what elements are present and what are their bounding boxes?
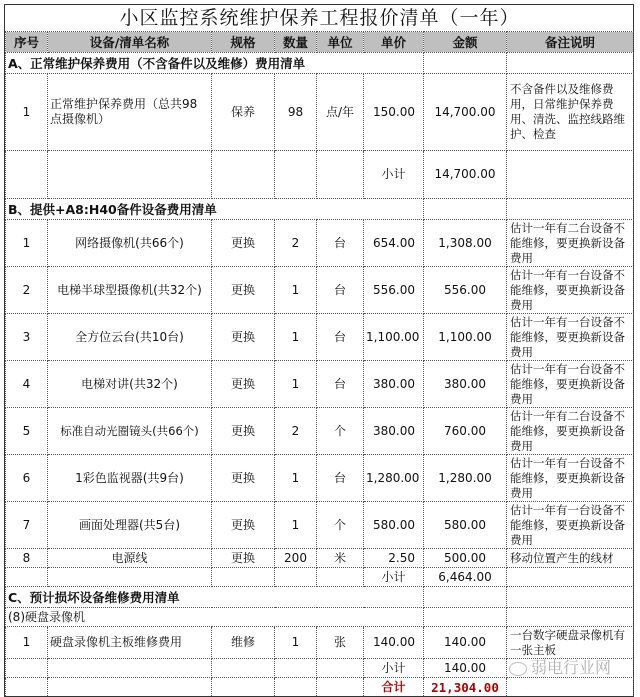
empty-cell[interactable]	[507, 151, 634, 199]
cell-price[interactable]: 140.00	[364, 627, 424, 659]
empty-cell[interactable]	[424, 608, 507, 627]
cell-amount[interactable]: 1,100.00	[424, 314, 507, 361]
empty-cell[interactable]	[275, 659, 317, 678]
cell-no[interactable]: 1	[6, 74, 48, 151]
col-header-note[interactable]: 备注说明	[507, 32, 634, 53]
empty-cell[interactable]	[6, 659, 48, 678]
cell-price[interactable]: 2.50	[364, 549, 424, 568]
cell-amount[interactable]: 760.00	[424, 408, 507, 455]
empty-cell[interactable]	[317, 678, 364, 697]
cell-spec[interactable]: 更换	[212, 361, 275, 408]
cell-name[interactable]: 正常维护保养费用（总共98点摄像机）	[48, 74, 212, 151]
empty-cell[interactable]	[48, 678, 212, 697]
table-row	[6, 361, 634, 408]
cell-no[interactable]: 1	[6, 220, 48, 267]
cell-amount[interactable]: 1,280.00	[424, 455, 507, 502]
quote-table	[5, 5, 634, 697]
empty-cell[interactable]	[507, 199, 634, 220]
total-value[interactable]: 21,304.00	[424, 678, 507, 697]
cell-note[interactable]: 估计一年有一台设备不能维修，要更换新设备费用	[507, 455, 634, 502]
cell-price[interactable]: 580.00	[364, 502, 424, 549]
cell-spec[interactable]: 更换	[212, 549, 275, 568]
subtotal-label[interactable]: 小计	[364, 659, 424, 678]
subtotal-value[interactable]: 6,464.00	[424, 568, 507, 587]
cell-note[interactable]: 估计一年有一台设备不能维修，要更换新设备费用	[507, 267, 634, 314]
table-row	[6, 314, 634, 361]
cell-spec[interactable]: 保养	[212, 74, 275, 151]
subtotal-value[interactable]: 140.00	[424, 659, 507, 678]
total-row	[6, 678, 634, 697]
empty-cell[interactable]	[212, 568, 275, 587]
cell-name[interactable]: 硬盘录像机主板维修费用	[48, 627, 212, 659]
quote-sheet	[4, 4, 634, 697]
total-label[interactable]: 合计	[364, 678, 424, 697]
cell-qty[interactable]: 2	[275, 408, 317, 455]
empty-cell[interactable]	[507, 568, 634, 587]
cell-note[interactable]: 估计一年有一台设备不能维修，要更换新设备费用	[507, 361, 634, 408]
table-row	[6, 502, 634, 549]
col-header-unit[interactable]: 单位	[317, 32, 364, 53]
empty-cell[interactable]	[507, 587, 634, 608]
cell-no[interactable]: 8	[6, 549, 48, 568]
cell-amount[interactable]: 580.00	[424, 502, 507, 549]
cell-unit[interactable]: 台	[317, 314, 364, 361]
cell-price[interactable]: 1,280.00	[364, 455, 424, 502]
cell-qty[interactable]: 1	[275, 627, 317, 659]
cell-note[interactable]: 估计一年有二台设备不能维修，要更换新设备费用	[507, 220, 634, 267]
cell-unit[interactable]: 点/年	[317, 74, 364, 151]
empty-cell[interactable]	[275, 678, 317, 697]
cell-note[interactable]: 估计一年有一台设备不能维修，要更换新设备费用	[507, 314, 634, 361]
header-row	[6, 32, 634, 53]
col-header-no[interactable]: 序号	[6, 32, 48, 53]
section-b-header	[6, 199, 634, 220]
cell-amount[interactable]: 556.00	[424, 267, 507, 314]
empty-cell[interactable]	[275, 151, 317, 199]
cell-price[interactable]: 1,100.00	[364, 314, 424, 361]
cell-price[interactable]: 654.00	[364, 220, 424, 267]
empty-cell[interactable]	[507, 53, 634, 74]
empty-cell[interactable]	[212, 151, 275, 199]
cell-amount[interactable]: 500.00	[424, 549, 507, 568]
cell-unit[interactable]: 台	[317, 220, 364, 267]
col-header-qty[interactable]: 数量	[275, 32, 317, 53]
cell-price[interactable]: 380.00	[364, 408, 424, 455]
cell-qty[interactable]: 200	[275, 549, 317, 568]
empty-cell[interactable]	[48, 659, 212, 678]
cell-name[interactable]: 电梯对讲(共32个)	[48, 361, 212, 408]
cell-unit[interactable]: 台	[317, 267, 364, 314]
section-a-header	[6, 53, 634, 74]
cell-amount[interactable]: 1,308.00	[424, 220, 507, 267]
cell-unit[interactable]: 个	[317, 408, 364, 455]
cell-note[interactable]: 估计一年有二台设备不能维修，要更换新设备费用	[507, 408, 634, 455]
cell-name[interactable]: 网络摄像机(共66个)	[48, 220, 212, 267]
cell-name[interactable]: 全方位云台(共10台)	[48, 314, 212, 361]
cell-qty[interactable]: 98	[275, 74, 317, 151]
section-c-sublabel[interactable]: (8)硬盘录像机	[6, 608, 424, 627]
empty-cell[interactable]	[48, 151, 212, 199]
title-row	[6, 5, 634, 32]
table-row	[6, 220, 634, 267]
subtotal-label[interactable]: 小计	[364, 568, 424, 587]
empty-cell[interactable]	[424, 199, 507, 220]
cell-note[interactable]: 移动位置产生的线材	[507, 549, 634, 568]
cell-name[interactable]: 标准自动光圈镜头(共66个)	[48, 408, 212, 455]
col-header-spec[interactable]: 规格	[212, 32, 275, 53]
empty-cell[interactable]	[317, 151, 364, 199]
wechat-icon	[509, 662, 527, 676]
subtotal-row-a	[6, 151, 634, 199]
col-header-price[interactable]: 单价	[364, 32, 424, 53]
cell-qty[interactable]: 1	[275, 502, 317, 549]
cell-unit[interactable]: 台	[317, 455, 364, 502]
empty-cell[interactable]	[212, 678, 275, 697]
empty-cell[interactable]	[507, 608, 634, 627]
table-row	[6, 549, 634, 568]
cell-price[interactable]: 150.00	[364, 74, 424, 151]
cell-spec[interactable]: 更换	[212, 502, 275, 549]
cell-qty[interactable]: 1	[275, 314, 317, 361]
cell-qty[interactable]: 1	[275, 267, 317, 314]
empty-cell[interactable]	[6, 568, 48, 587]
empty-cell[interactable]	[6, 678, 48, 697]
subtotal-row-b	[6, 568, 634, 587]
cell-amount[interactable]: 140.00	[424, 627, 507, 659]
cell-no[interactable]: 5	[6, 408, 48, 455]
page-title: 小区监控系统维护保养工程报价清单（一年）	[6, 5, 634, 32]
cell-spec[interactable]: 更换	[212, 314, 275, 361]
subtotal-row-c	[6, 659, 634, 678]
section-c-header	[6, 587, 634, 608]
table-row	[6, 455, 634, 502]
cell-spec[interactable]: 更换	[212, 267, 275, 314]
watermark-text: 弱电行业网	[531, 658, 612, 678]
empty-cell[interactable]	[424, 587, 507, 608]
col-header-amount[interactable]: 金额	[424, 32, 507, 53]
empty-cell[interactable]	[424, 53, 507, 74]
cell-spec[interactable]: 更换	[212, 408, 275, 455]
cell-unit[interactable]: 个	[317, 502, 364, 549]
table-row	[6, 267, 634, 314]
cell-no[interactable]: 4	[6, 361, 48, 408]
col-header-name[interactable]: 设备/清单名称	[48, 32, 212, 53]
cell-qty[interactable]: 1	[275, 361, 317, 408]
cell-spec[interactable]: 更换	[212, 455, 275, 502]
cell-name[interactable]: 电梯半球型摄像机(共32个)	[48, 267, 212, 314]
section-c-label[interactable]: C、预计损坏设备维修费用清单	[6, 587, 424, 608]
empty-cell[interactable]	[317, 659, 364, 678]
cell-no[interactable]: 2	[6, 267, 48, 314]
cell-name[interactable]: 电源线	[48, 549, 212, 568]
subtotal-value[interactable]: 14,700.00	[424, 151, 507, 199]
cell-amount[interactable]: 380.00	[424, 361, 507, 408]
watermark	[507, 659, 634, 678]
table-row	[6, 74, 634, 151]
cell-name[interactable]: 1彩色监视器(共9台)	[48, 455, 212, 502]
subtotal-label[interactable]: 小计	[364, 151, 424, 199]
cell-note[interactable]: 估计一年有一台设备不能维修，要更换新设备费用	[507, 502, 634, 549]
empty-cell[interactable]	[212, 659, 275, 678]
cell-note[interactable]: 一台数字硬盘录像机有一张主板	[507, 627, 634, 659]
cell-no[interactable]: 3	[6, 314, 48, 361]
cell-price[interactable]: 556.00	[364, 267, 424, 314]
empty-cell[interactable]	[317, 568, 364, 587]
cell-unit[interactable]: 台	[317, 361, 364, 408]
cell-qty[interactable]: 1	[275, 455, 317, 502]
section-b-label[interactable]: B、提供+A8:H40备件设备费用清单	[6, 199, 424, 220]
cell-price[interactable]: 380.00	[364, 361, 424, 408]
section-c-subheader	[6, 608, 634, 627]
cell-unit[interactable]: 张	[317, 627, 364, 659]
cell-name[interactable]: 画面处理器(共5台)	[48, 502, 212, 549]
cell-no[interactable]: 6	[6, 455, 48, 502]
table-row	[6, 408, 634, 455]
cell-no[interactable]: 7	[6, 502, 48, 549]
empty-cell[interactable]	[275, 568, 317, 587]
cell-spec[interactable]: 维修	[212, 627, 275, 659]
empty-cell[interactable]	[507, 678, 634, 697]
cell-note[interactable]: 不含备件以及维修费用，日常维护保养费用、清洗、监控线路维护、检查	[507, 74, 634, 151]
table-row	[6, 627, 634, 659]
cell-qty[interactable]: 2	[275, 220, 317, 267]
cell-spec[interactable]: 更换	[212, 220, 275, 267]
cell-unit[interactable]: 米	[317, 549, 364, 568]
cell-amount[interactable]: 14,700.00	[424, 74, 507, 151]
empty-cell[interactable]	[48, 568, 212, 587]
section-a-label[interactable]: A、正常维护保养费用（不含备件以及维修）费用清单	[6, 53, 424, 74]
empty-cell[interactable]	[6, 151, 48, 199]
cell-no[interactable]: 1	[6, 627, 48, 659]
